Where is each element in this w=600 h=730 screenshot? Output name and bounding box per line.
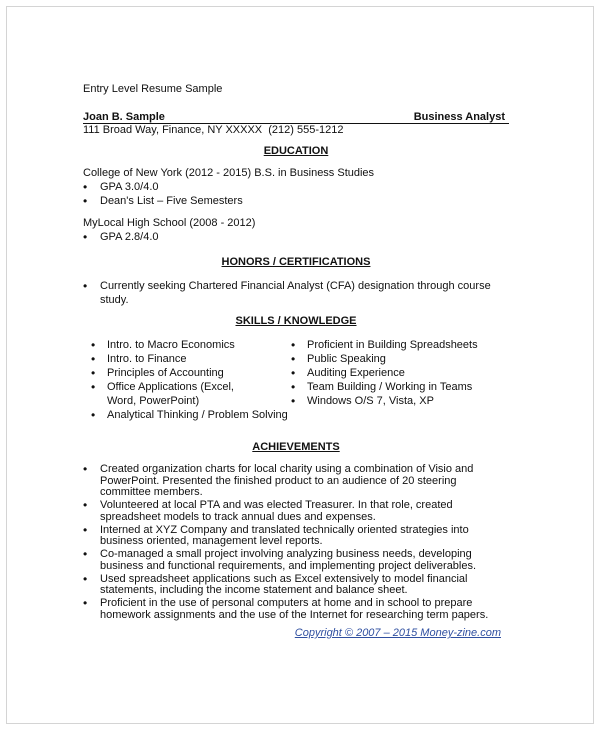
- honors-list: [83, 279, 503, 307]
- list-item: • Volunteered at local PTA and was elected Treasurer. In that role, created spreadsheet models to track annual dues and expenses.: [83, 500, 501, 523]
- skills-right-column: [291, 338, 501, 408]
- copyright-link[interactable]: Copyright © 2007 – 2015 Money-zine.com: [294, 627, 501, 639]
- list-item: • Co-managed a small project involving analyzing business needs, developing business and functional requirements, and implementing project deliverables.: [83, 549, 501, 572]
- list-item: • Windows O/S 7, Vista, XP: [291, 394, 501, 408]
- achievements-heading: ACHIEVEMENTS: [252, 441, 340, 453]
- list-item: • Dean's List – Five Semesters: [83, 194, 503, 208]
- list-item: • Office Applications (Excel, Word, PowerPoint): [91, 380, 257, 408]
- skills-left-column: [91, 338, 288, 422]
- education-heading: EDUCATION: [263, 145, 329, 157]
- contact-line: 111 Broad Way, Finance, NY XXXXX (212) 555-1212: [83, 124, 344, 136]
- honors-heading: HONORS / CERTIFICATIONS: [221, 256, 371, 268]
- list-item: • Created organization charts for local charity using a combination of Visio and PowerPoint. Presented the finished product to an audience of 20 steering committee members.: [83, 464, 501, 499]
- document-title: Entry Level Resume Sample: [83, 83, 223, 95]
- list-item: • Interned at XYZ Company and translated technically oriented strategies into business oriented, management level reports.: [83, 525, 501, 548]
- job-title: Business Analyst: [413, 111, 505, 123]
- list-item: • Proficient in Building Spreadsheets: [291, 338, 501, 352]
- list-item: • Principles of Accounting: [91, 366, 271, 380]
- list-item: • Team Building / Working in Teams: [291, 380, 501, 394]
- list-item: • Used spreadsheet applications such as Excel extensively to model financial statements, including the income statement and balance sheet.: [83, 574, 501, 597]
- school-entry: MyLocal High School (2008 - 2012): [83, 217, 256, 229]
- candidate-name: Joan B. Sample: [83, 111, 165, 123]
- list-item: • Intro. to Finance: [91, 352, 271, 366]
- list-item: • Auditing Experience: [291, 366, 501, 380]
- document-page: [6, 6, 594, 724]
- skills-heading: SKILLS / KNOWLEDGE: [235, 315, 357, 327]
- list-item: • GPA 2.8/4.0: [83, 230, 503, 244]
- list-item: • Analytical Thinking / Problem Solving: [91, 408, 271, 422]
- achievements-list: [83, 464, 501, 623]
- list-item: • Public Speaking: [291, 352, 501, 366]
- list-item: • Intro. to Macro Economics: [91, 338, 271, 352]
- list-item: • Proficient in the use of personal computers at home and in school to prepare homework assignments and the use of the Internet for researching term papers.: [83, 598, 501, 621]
- list-item: • Currently seeking Chartered Financial Analyst (CFA) designation through course study.: [83, 279, 503, 307]
- list-item: • GPA 3.0/4.0: [83, 180, 503, 194]
- college-list: [83, 180, 503, 208]
- college-entry: College of New York (2012 - 2015) B.S. in Business Studies: [83, 167, 375, 179]
- school-list: [83, 230, 503, 244]
